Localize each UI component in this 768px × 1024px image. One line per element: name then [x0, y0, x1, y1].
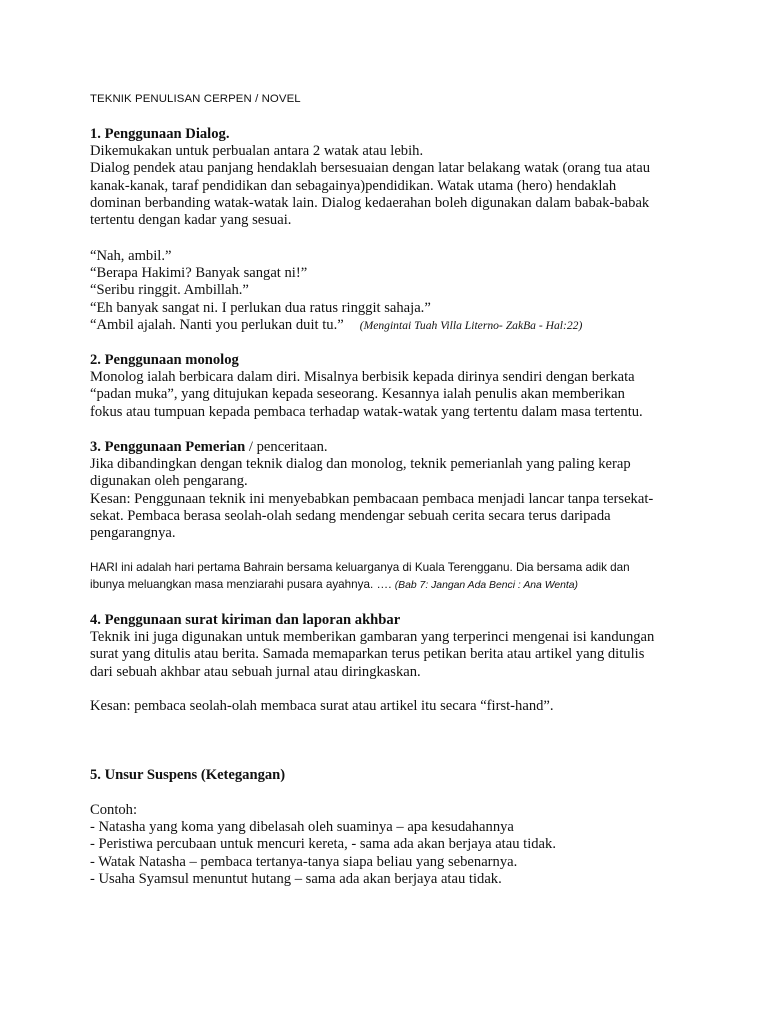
- paragraph-line: tertentu dengan kadar yang sesuai.: [90, 212, 292, 229]
- excerpt-line: [90, 576, 690, 594]
- section-monolog: [90, 352, 690, 421]
- paragraph-line: dari sebuah akhbar atau sebuah jurnal atau diringkaskan.: [90, 663, 421, 680]
- example-label: Contoh:: [90, 802, 138, 818]
- dialog-line: “Eh banyak sangat ni. I perlukan dua ratus ringgit sahaja.”: [90, 299, 431, 316]
- paragraph-line: sekat. Pembaca berasa seolah-olah sedang mendengar sebuah cerita secara terus daripada: [90, 507, 611, 524]
- dialog-line: “Berapa Hakimi? Banyak sangat ni!”: [90, 265, 308, 282]
- list-item: - Peristiwa percubaan untuk mencuri kereta, - sama ada akan berjaya atau tidak.: [90, 836, 556, 853]
- section-heading-bold: 3. Penggunaan Pemerian: [90, 439, 246, 455]
- citation: (Mengintai Tuah Villa Literno- ZakBa - Hal:22): [359, 318, 583, 332]
- list-item: - Natasha yang koma yang dibelasah oleh suaminya – apa kesudahannya: [90, 819, 514, 836]
- section-heading: 5. Unsur Suspens (Ketegangan): [90, 767, 286, 783]
- paragraph-line: Kesan: Penggunaan teknik ini menyebabkan pembacaan pembaca menjadi lancar tanpa tersekat-: [90, 490, 654, 507]
- paragraph-line: Jika dibandingkan dengan teknik dialog dan monolog, teknik pemerianlah yang paling kerap: [90, 456, 631, 473]
- dialog-example: [90, 248, 690, 334]
- paragraph-line: kanak-kanak, taraf pendidikan dan sebagainya)pendidikan. Watak utama (hero) hendaklah: [90, 177, 617, 194]
- citation: (Bab 7: Jangan Ada Benci : Ana Wenta): [394, 580, 578, 592]
- section-heading: 4. Penggunaan surat kiriman dan laporan akhbar: [90, 612, 401, 628]
- kesan-paragraph: [90, 698, 690, 715]
- dialog-line: “Seribu ringgit. Ambillah.”: [90, 282, 249, 299]
- excerpt: [90, 559, 690, 595]
- paragraph-line: Teknik ini juga digunakan untuk memberikan gambaran yang terperinci mengenai isi kandungan: [90, 629, 655, 646]
- paragraph-line: Monolog ialah berbicara dalam diri. Misalnya berbisik kepada dirinya sendiri dengan berkata: [90, 369, 635, 386]
- paragraph-line: Dialog pendek atau panjang hendaklah bersesuaian dengan latar belakang watak (orang tua atau: [90, 160, 650, 177]
- dialog-line-with-citation: [90, 317, 690, 334]
- section-surat-kiriman: [90, 612, 690, 681]
- excerpt-text: ibunya meluangkan masa menziarahi pusara ayahnya. ….: [90, 578, 395, 592]
- dialog-line: “Nah, ambil.”: [90, 248, 172, 264]
- paragraph-line: dominan berbanding watak-watak lain. Dialog kedaerahan boleh digunakan dalam babak-babak: [90, 194, 650, 211]
- paragraph-line: Kesan: pembaca seolah-olah membaca surat atau artikel itu secara “first-hand”.: [90, 698, 554, 714]
- section-dialog: [90, 126, 690, 229]
- suspens-examples: [90, 802, 690, 888]
- section-heading: 1. Penggunaan Dialog.: [90, 126, 230, 142]
- section-heading: 2. Penggunaan monolog: [90, 352, 239, 368]
- section-heading-rest: / penceritaan.: [245, 439, 328, 455]
- section-suspens: [90, 767, 690, 784]
- list-item: - Usaha Syamsul menuntut hutang – sama ada akan berjaya atau tidak.: [90, 870, 502, 887]
- paragraph-line: surat yang ditulis atau berita. Samada memaparkan terus petikan berita atau artikel yang ditulis: [90, 646, 645, 663]
- paragraph-line: pengarangnya.: [90, 525, 176, 542]
- section-pemerian: [90, 439, 690, 542]
- paragraph-line: fokus atau tumpuan kepada pembaca terhadap watak-watak yang tertentu dalam masa tertentu.: [90, 403, 643, 420]
- paragraph-line: Dikemukakan untuk perbualan antara 2 watak atau lebih.: [90, 143, 424, 160]
- paragraph-line: digunakan oleh pengarang.: [90, 473, 248, 490]
- list-item: - Watak Natasha – pembaca tertanya-tanya siapa beliau yang sebenarnya.: [90, 853, 518, 870]
- paragraph-line: “padan muka”, yang ditujukan kepada seseorang. Kesannya ialah penulis akan memberikan: [90, 386, 625, 403]
- section-heading: [90, 439, 690, 456]
- document-title: TEKNIK PENULISAN CERPEN / NOVEL: [90, 93, 301, 105]
- excerpt-line: HARI ini adalah hari pertama Bahrain bersama keluarganya di Kuala Terengganu. Dia bersama adik dan: [90, 561, 630, 574]
- dialog-text: “Ambil ajalah. Nanti you perlukan duit tu.”: [90, 316, 344, 333]
